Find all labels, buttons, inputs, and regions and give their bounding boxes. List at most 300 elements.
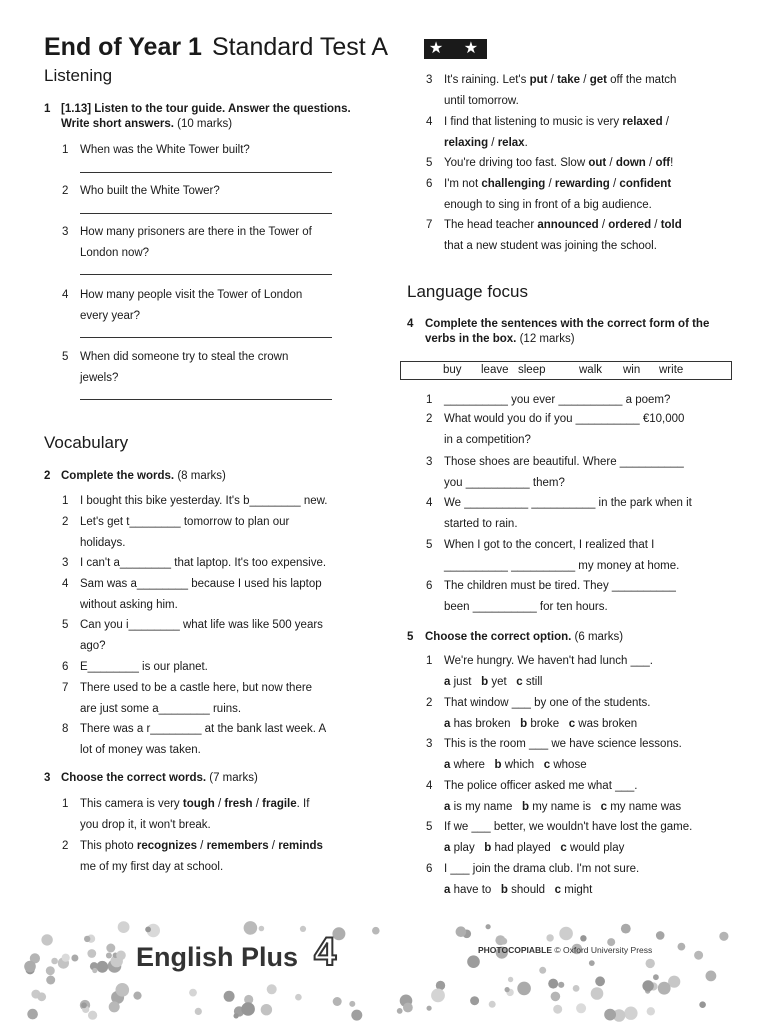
item-text: Those shoes are beautiful. Where __________ xyxy=(444,456,684,468)
footer-dot xyxy=(517,982,531,996)
item-text: me of my first day at school. xyxy=(80,860,224,873)
item-number: 5 xyxy=(62,619,69,631)
q3-instruction xyxy=(61,771,351,786)
item-text-pre: I find that listening to music is very xyxy=(444,116,623,128)
item-text: When I got to the concert, I realized that I xyxy=(444,539,655,551)
footer-dot xyxy=(546,934,553,941)
option-word: fresh xyxy=(224,798,253,810)
title-bold: End of Year 1 xyxy=(44,33,202,61)
q4-number: 4 xyxy=(407,318,414,330)
q5-number: 5 xyxy=(407,631,414,643)
option-text: whose xyxy=(553,758,587,771)
q1-instruction xyxy=(61,102,351,132)
footer-dot xyxy=(647,1007,655,1015)
footer-dot xyxy=(489,1001,496,1008)
footer-dot xyxy=(27,1009,38,1020)
verb-box xyxy=(400,361,732,380)
option-word: put xyxy=(529,74,548,86)
item-text: until tomorrow. xyxy=(444,94,519,107)
item-text-pre: It's raining. Let's xyxy=(444,74,530,86)
footer-dot xyxy=(539,967,546,974)
option-row xyxy=(444,755,587,776)
photocopiable-label: PHOTOCOPIABLE xyxy=(478,945,552,955)
option-word: out xyxy=(588,157,607,169)
footer-dot xyxy=(559,927,573,941)
option-text: should xyxy=(511,883,546,896)
option-separator: / xyxy=(580,74,590,86)
footer-dot xyxy=(653,974,659,980)
footer-dot xyxy=(267,984,277,994)
item-text xyxy=(80,836,323,857)
item-number: 1 xyxy=(426,655,433,667)
option-row xyxy=(444,672,542,693)
footer-dot xyxy=(427,1006,432,1011)
item-text: I ___ join the drama club. I'm not sure. xyxy=(444,863,640,875)
footer-dot xyxy=(604,1009,616,1021)
option-gap xyxy=(491,884,501,896)
option-text: is my name xyxy=(453,800,513,813)
item-number: 2 xyxy=(62,516,69,528)
item-text: If we ___ better, we wouldn't have lost the game. xyxy=(444,821,693,833)
q2-text: Complete the words. xyxy=(61,470,175,482)
q5-text: Choose the correct option. xyxy=(425,631,572,643)
option-word: confident xyxy=(619,178,672,190)
item-number: 3 xyxy=(426,74,433,86)
footer-dot xyxy=(261,1004,272,1015)
option-letter: a xyxy=(444,841,454,854)
answer-line xyxy=(80,399,332,400)
item-number: 5 xyxy=(62,351,69,363)
option-word: relaxing xyxy=(444,136,489,149)
option-separator: / xyxy=(196,840,207,852)
item-text: started to rain. xyxy=(444,517,518,530)
item-text: in a competition? xyxy=(444,433,531,446)
item-number: 2 xyxy=(62,185,69,197)
footer-dot xyxy=(372,927,380,935)
footer-dot xyxy=(71,955,78,962)
title-subtitle: Standard Test A xyxy=(211,33,388,61)
footer-dot xyxy=(576,1003,586,1013)
footer-dot xyxy=(195,1008,202,1015)
option-separator: / xyxy=(645,157,656,169)
publisher-label: © Oxford University Press xyxy=(554,945,653,955)
option-text: broke xyxy=(530,717,560,730)
item-number: 6 xyxy=(426,178,433,190)
footer-dot xyxy=(403,1003,413,1013)
option-letter: b xyxy=(481,675,492,688)
item-number: 3 xyxy=(62,557,69,569)
brand-level: 4 xyxy=(314,930,337,974)
item-text-post: . xyxy=(524,136,528,149)
option-gap xyxy=(591,801,601,813)
item-text: Who built the White Tower? xyxy=(80,185,220,197)
q1-number: 1 xyxy=(44,103,51,115)
option-gap xyxy=(507,676,517,688)
footer-dot xyxy=(719,932,728,941)
section-heading-listening: Listening xyxy=(44,66,113,85)
option-word: challenging xyxy=(481,178,546,190)
footer-dot xyxy=(259,926,265,932)
item-text: that a new student was joining the school. xyxy=(444,239,657,252)
option-letter: a xyxy=(444,675,454,688)
answer-line xyxy=(80,337,332,338)
item-text: Let's get t________ tomorrow to plan our xyxy=(80,516,290,528)
option-text: would play xyxy=(570,841,625,854)
brand-logo xyxy=(136,942,298,973)
item-number: 4 xyxy=(62,289,69,301)
option-separator: / xyxy=(651,219,661,231)
footer-dot xyxy=(51,958,58,965)
q2-number: 2 xyxy=(44,470,51,482)
option-separator: / xyxy=(609,178,620,190)
footer-dot xyxy=(553,1005,562,1014)
item-text-post: . If xyxy=(296,798,310,810)
item-text-post: off the match xyxy=(606,74,677,86)
footer-dot xyxy=(694,951,703,960)
copyright-notice xyxy=(478,945,652,955)
footer-dot xyxy=(397,1008,403,1014)
item-text: E________ is our planet. xyxy=(80,661,208,673)
footer-dot xyxy=(109,1001,120,1012)
footer-dot xyxy=(46,976,55,985)
verb-option: walk xyxy=(579,364,603,376)
item-text: The police officer asked me what ___. xyxy=(444,780,638,792)
item-text: When did someone try to steal the crown xyxy=(80,351,289,363)
footer-dot xyxy=(133,992,141,1000)
footer-dot xyxy=(558,982,564,988)
item-number: 1 xyxy=(62,798,69,810)
option-text: my name is xyxy=(532,800,592,813)
item-text: The children must be tired. They __________ xyxy=(444,580,676,592)
q2-marks: (8 marks) xyxy=(177,470,226,482)
page-title xyxy=(44,33,388,62)
footer-pattern xyxy=(0,918,768,1024)
item-text: without asking him. xyxy=(80,598,178,611)
q2-instruction xyxy=(61,469,351,484)
option-letter: b xyxy=(484,841,495,854)
answer-line xyxy=(80,172,332,173)
answer-line xyxy=(80,213,332,214)
difficulty-stars-icon: ★ ★ xyxy=(424,39,487,59)
option-text: where xyxy=(453,758,485,771)
option-gap xyxy=(485,759,495,771)
item-text: There used to be a castle here, but now there xyxy=(80,682,313,694)
item-text: There was a r________ at the bank last week. A xyxy=(80,723,327,735)
option-word: tough xyxy=(182,798,215,810)
item-text: __________ __________ my money at home. xyxy=(444,559,680,572)
footer-dot xyxy=(88,1011,97,1020)
item-text: I can't a________ that laptop. It's too expensive. xyxy=(80,557,327,569)
option-word: reminds xyxy=(278,840,323,852)
footer-dot xyxy=(92,968,97,973)
footer-dot xyxy=(573,985,580,992)
option-gap xyxy=(545,884,555,896)
footer-dot xyxy=(580,935,586,941)
item-number: 4 xyxy=(426,116,433,128)
q4-marks: (12 marks) xyxy=(519,333,575,345)
option-separator: / xyxy=(547,74,558,86)
footer-dot xyxy=(145,927,151,933)
section-heading-language-focus: Language focus xyxy=(407,282,528,301)
footer-dot xyxy=(591,987,604,1000)
option-separator: / xyxy=(252,798,263,810)
item-text-post: ! xyxy=(670,157,674,169)
item-number: 7 xyxy=(426,219,433,231)
option-text: have to xyxy=(453,883,492,896)
footer-dot xyxy=(456,926,467,937)
item-text: Sam was a________ because I used his laptop xyxy=(80,578,322,590)
footer-dot xyxy=(505,987,510,992)
item-number: 4 xyxy=(62,578,69,590)
footer-dot xyxy=(658,982,671,995)
option-text: my name was xyxy=(610,800,682,813)
item-text: Can you i________ what life was like 500 years xyxy=(80,619,323,631)
option-row xyxy=(444,714,637,735)
footer-dot xyxy=(116,983,130,997)
item-number: 6 xyxy=(62,661,69,673)
footer-dot xyxy=(244,921,258,935)
item-text xyxy=(444,215,682,236)
item-number: 4 xyxy=(426,780,433,792)
item-text: This is the room ___ we have science lessons. xyxy=(444,738,682,750)
footer-dot xyxy=(508,977,513,982)
item-number: 2 xyxy=(426,413,433,425)
footer-dot xyxy=(224,991,235,1002)
verb-option: buy xyxy=(443,364,462,376)
footer-dot xyxy=(656,931,665,940)
footer-dot xyxy=(81,1002,87,1008)
option-text: play xyxy=(453,841,475,854)
option-separator: / xyxy=(545,178,555,190)
item-number: 1 xyxy=(426,394,433,406)
item-number: 6 xyxy=(426,580,433,592)
item-text: been __________ for ten hours. xyxy=(444,600,608,613)
footer-dot xyxy=(234,1013,239,1018)
item-text: __________ you ever __________ a poem? xyxy=(444,394,671,406)
item-number: 3 xyxy=(426,738,433,750)
option-separator: / xyxy=(606,157,616,169)
option-text: still xyxy=(525,675,543,688)
footer-dot xyxy=(351,1010,362,1021)
item-text: are just some a________ ruins. xyxy=(80,702,242,715)
q4-text: Complete the sentences with the correct form of the verbs in the box. xyxy=(425,318,710,345)
option-separator: / xyxy=(662,116,669,128)
item-text xyxy=(444,153,673,174)
item-text: How many prisoners are there in the Tower of xyxy=(80,226,312,238)
item-text: We __________ __________ in the park when it xyxy=(444,497,692,509)
footer-dot xyxy=(642,980,653,991)
option-text: has broken xyxy=(453,717,511,730)
item-number: 3 xyxy=(426,456,433,468)
item-text xyxy=(444,174,671,195)
item-number: 3 xyxy=(62,226,69,238)
option-letter: c xyxy=(560,841,570,854)
item-text: every year? xyxy=(80,309,141,322)
item-text xyxy=(80,794,309,815)
option-word: ordered xyxy=(608,219,652,231)
item-text: lot of money was taken. xyxy=(80,743,201,756)
footer-dot xyxy=(84,936,90,942)
footer-dot xyxy=(46,966,55,975)
option-text: might xyxy=(564,883,593,896)
option-word: get xyxy=(589,74,607,86)
option-letter: a xyxy=(444,883,454,896)
item-number: 5 xyxy=(426,157,433,169)
option-word: off xyxy=(655,157,671,169)
q1-text: [1.13] Listen to the tour guide. Answer the questions. Write short answers. xyxy=(61,103,351,130)
option-word: fragile xyxy=(262,798,297,810)
option-letter: a xyxy=(444,800,454,813)
option-word: relaxed xyxy=(622,116,663,128)
item-text: you drop it, it won't break. xyxy=(80,818,211,831)
item-number: 2 xyxy=(426,697,433,709)
item-number: 5 xyxy=(426,821,433,833)
option-letter: c xyxy=(516,675,526,688)
item-text-pre: This camera is very xyxy=(80,798,183,810)
item-text-pre: This photo xyxy=(80,840,137,852)
option-gap xyxy=(475,842,485,854)
option-letter: b xyxy=(494,758,505,771)
option-letter: c xyxy=(554,883,565,896)
footer-dot xyxy=(621,924,631,934)
footer-dot xyxy=(551,992,561,1002)
option-letter: b xyxy=(500,883,512,896)
option-text: had played xyxy=(494,841,551,854)
option-word: rewarding xyxy=(554,178,610,190)
item-number: 4 xyxy=(426,497,433,509)
option-separator: / xyxy=(268,840,279,852)
footer-dot xyxy=(87,949,96,958)
item-text: enough to sing in front of a big audience. xyxy=(444,198,652,211)
item-text: holidays. xyxy=(80,536,126,549)
item-number: 7 xyxy=(62,682,69,694)
option-word: told xyxy=(660,219,682,231)
footer-dot xyxy=(467,955,480,968)
option-separator: / xyxy=(598,219,609,231)
verb-option: write xyxy=(659,364,684,376)
footer-dot xyxy=(470,996,479,1005)
footer-dot xyxy=(589,960,595,966)
item-text xyxy=(444,133,528,154)
option-word: down xyxy=(615,157,646,169)
q1-marks: (10 marks) xyxy=(177,118,233,130)
option-separator: / xyxy=(214,798,225,810)
footer-dot xyxy=(349,1001,355,1007)
footer-dot xyxy=(624,1007,637,1020)
item-number: 6 xyxy=(426,863,433,875)
footer-dot xyxy=(431,989,445,1003)
option-row xyxy=(444,880,592,901)
option-gap xyxy=(511,718,521,730)
footer-dot xyxy=(300,926,306,932)
q3-marks: (7 marks) xyxy=(209,772,258,784)
footer-dot xyxy=(189,989,197,997)
option-letter: b xyxy=(520,717,531,730)
option-gap xyxy=(534,759,544,771)
footer-dot xyxy=(486,924,491,929)
answer-line xyxy=(80,274,332,275)
option-letter: c xyxy=(543,758,554,771)
item-number: 1 xyxy=(62,144,69,156)
footer-dot xyxy=(646,959,655,968)
option-gap xyxy=(559,718,569,730)
option-letter: a xyxy=(444,758,454,771)
option-letter: c xyxy=(600,800,611,813)
q4-instruction xyxy=(425,317,735,347)
footer-dot xyxy=(548,979,558,989)
option-word: announced xyxy=(537,219,599,231)
q5-marks: (6 marks) xyxy=(574,631,624,643)
footer-dot xyxy=(706,971,717,982)
item-number: 5 xyxy=(426,539,433,551)
item-text: London now? xyxy=(80,246,150,259)
option-word: relax xyxy=(497,136,525,149)
option-word: take xyxy=(557,74,581,86)
verb-option: leave xyxy=(481,364,509,376)
option-gap xyxy=(472,676,482,688)
footer-dot xyxy=(333,997,342,1006)
item-text-pre: I'm not xyxy=(444,178,482,190)
footer-dot xyxy=(106,944,115,953)
option-row xyxy=(444,797,681,818)
item-text: you __________ them? xyxy=(444,476,565,489)
item-text xyxy=(444,112,669,133)
footer-dot xyxy=(116,951,126,961)
footer-dot xyxy=(24,961,36,973)
option-letter: c xyxy=(568,717,579,730)
option-gap xyxy=(551,842,561,854)
footer-dot xyxy=(699,1001,706,1008)
option-word: remembers xyxy=(206,840,269,852)
q5-instruction xyxy=(425,630,735,645)
footer-dot xyxy=(106,953,112,959)
verb-option: sleep xyxy=(518,364,546,376)
q3-number: 3 xyxy=(44,772,51,784)
option-row xyxy=(444,838,624,859)
option-text: which xyxy=(504,758,535,771)
section-heading-vocabulary: Vocabulary xyxy=(44,433,129,452)
footer-dot xyxy=(500,938,507,945)
item-number: 8 xyxy=(62,723,69,735)
item-text: What would you do if you __________ €10,000 xyxy=(444,413,685,425)
item-text-pre: You're driving too fast. Slow xyxy=(444,157,589,169)
item-number: 1 xyxy=(62,495,69,507)
verb-option: win xyxy=(623,364,641,376)
footer-dot xyxy=(678,943,686,951)
option-word: recognizes xyxy=(136,840,197,852)
brand-name: English Plus xyxy=(136,942,299,972)
option-separator: / xyxy=(488,136,498,149)
item-text: That window ___ by one of the students. xyxy=(444,697,651,709)
item-number: 2 xyxy=(62,840,69,852)
option-letter: b xyxy=(521,800,533,813)
item-text: I bought this bike yesterday. It's b________ new. xyxy=(80,495,328,507)
option-letter: a xyxy=(444,717,454,730)
option-text: was broken xyxy=(578,717,638,730)
footer-dot xyxy=(118,921,130,933)
option-text: yet xyxy=(491,675,507,688)
item-text: jewels? xyxy=(80,371,119,384)
footer-dot xyxy=(62,954,70,962)
item-text: ago? xyxy=(80,639,106,652)
footer-dot xyxy=(241,1002,255,1016)
option-text: just xyxy=(453,675,472,688)
footer-dot xyxy=(37,992,46,1001)
footer-dot xyxy=(295,994,302,1001)
footer-dot xyxy=(41,934,52,945)
item-text: How many people visit the Tower of London xyxy=(80,289,303,301)
item-text: We're hungry. We haven't had lunch ___. xyxy=(444,655,653,667)
